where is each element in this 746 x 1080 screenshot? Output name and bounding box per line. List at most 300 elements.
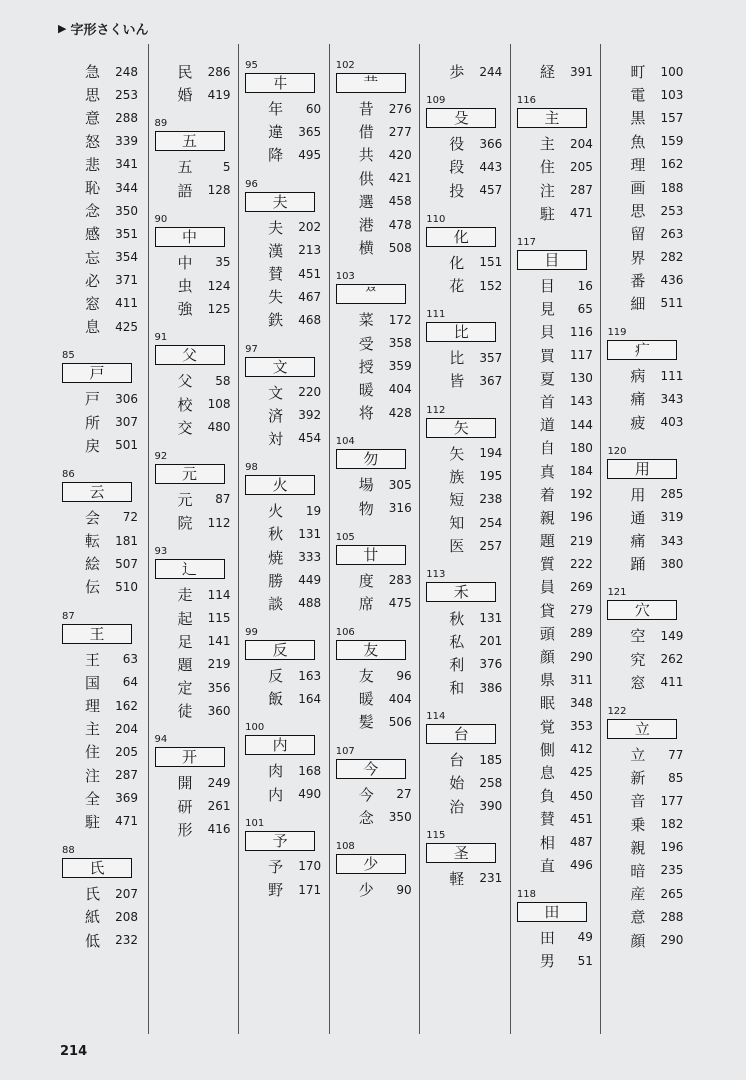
- kanji-entry: [153, 653, 239, 676]
- kanji-number: 248: [115, 64, 138, 79]
- kanji-entry: [605, 106, 692, 129]
- kanji-entry: [243, 285, 329, 308]
- kanji-character: 徒: [177, 702, 193, 721]
- kanji-entry: [60, 882, 148, 905]
- kanji-number: 306: [115, 391, 138, 406]
- kanji-character: 貝: [539, 323, 555, 342]
- kanji-number: 458: [388, 194, 412, 209]
- kanji-number: 263: [660, 226, 684, 241]
- kanji-number: 196: [660, 840, 684, 855]
- kanji-number: 386: [479, 680, 503, 695]
- kanji-number: 130: [569, 371, 593, 386]
- kanji-character: 夏: [539, 369, 555, 388]
- radical-box: 火: [245, 475, 315, 495]
- kanji-number: 172: [388, 312, 412, 327]
- kanji-character: 火: [268, 502, 284, 521]
- kanji-entry: [60, 83, 148, 106]
- group-number: 120: [607, 445, 627, 457]
- kanji-character: 住: [539, 158, 555, 177]
- radical-group: [243, 179, 329, 332]
- kanji-character: 究: [630, 650, 646, 669]
- kanji-character: 画: [630, 179, 646, 198]
- kanji-entry: [424, 676, 510, 699]
- kanji-number: 171: [298, 882, 322, 897]
- group-number: 88: [62, 845, 75, 857]
- kanji-number: 457: [479, 183, 503, 198]
- kanji-character: 賛: [268, 265, 284, 284]
- kanji-number: 412: [569, 742, 593, 757]
- kanji-character: 顔: [630, 931, 646, 950]
- radical-box: 龷: [336, 73, 406, 93]
- kanji-number: 168: [298, 763, 322, 778]
- radical-box: 予: [245, 831, 315, 851]
- kanji-character: 自: [539, 439, 555, 458]
- kanji-entry: [60, 648, 148, 671]
- kanji-number: 180: [569, 440, 593, 455]
- group-number: 105: [335, 531, 355, 543]
- kanji-number: 333: [298, 550, 322, 565]
- kanji-entry: [153, 583, 239, 606]
- kanji-number: 115: [207, 611, 231, 626]
- group-number: 117: [516, 236, 536, 248]
- kanji-entry: [515, 297, 601, 320]
- kanji-character: 伝: [84, 578, 100, 597]
- radical-box: ⻌: [155, 559, 225, 579]
- kanji-character: 真: [539, 462, 555, 481]
- radical-box: 穴: [607, 600, 677, 620]
- kanji-entry: [153, 83, 239, 106]
- kanji-entry: [243, 143, 329, 166]
- kanji-entry: [605, 766, 692, 789]
- kanji-entry: [424, 653, 510, 676]
- kanji-number: 170: [298, 859, 322, 874]
- kanji-entry: [334, 332, 420, 355]
- radical-group: [424, 214, 510, 297]
- kanji-number: 220: [298, 385, 322, 400]
- radical-box: 比: [426, 322, 496, 342]
- kanji-number: 471: [115, 814, 138, 829]
- kanji-entry: [334, 143, 420, 166]
- group-number: 116: [516, 95, 536, 107]
- radical-group: [605, 587, 692, 694]
- kanji-entry: [60, 905, 148, 928]
- kanji-character: 授: [358, 357, 374, 376]
- kanji-entry: [424, 488, 510, 511]
- kanji-character: 息: [84, 318, 100, 337]
- kanji-number: 128: [207, 183, 231, 198]
- radical-box: 疒: [607, 340, 677, 360]
- radical-group: [605, 706, 692, 952]
- kanji-character: 賛: [539, 810, 555, 829]
- kanji-number: 96: [396, 668, 412, 683]
- kanji-entry: [153, 795, 239, 818]
- index-header: [58, 19, 148, 38]
- kanji-entry: [60, 810, 148, 833]
- radical-group: [334, 627, 420, 734]
- kanji-entry: [334, 783, 420, 806]
- kanji-entry: [424, 511, 510, 534]
- kanji-number: 235: [660, 863, 684, 878]
- kanji-character: 私: [449, 632, 465, 651]
- kanji-number: 365: [298, 124, 322, 139]
- kanji-number: 350: [388, 810, 412, 825]
- kanji-number: 411: [115, 296, 138, 311]
- kanji-character: 見: [539, 300, 555, 319]
- kanji-character: 起: [177, 609, 193, 628]
- kanji-entry: [243, 783, 329, 806]
- radical-box: 禾: [426, 582, 496, 602]
- kanji-number: 257: [479, 538, 503, 553]
- index-column: [330, 44, 421, 1034]
- kanji-number: 307: [115, 415, 138, 430]
- group-number: 89: [154, 118, 168, 130]
- kanji-number: 425: [569, 765, 593, 780]
- index-title: 字形さくいん: [70, 23, 149, 38]
- kanji-character: 王: [84, 650, 100, 669]
- radical-group: [424, 830, 510, 890]
- kanji-number: 353: [569, 719, 593, 734]
- kanji-entry: [243, 239, 329, 262]
- kanji-entry: [424, 442, 510, 465]
- kanji-entry: [605, 928, 692, 951]
- kanji-number: 510: [115, 579, 138, 594]
- kanji-character: 秋: [449, 609, 465, 628]
- kanji-character: 新: [630, 769, 646, 788]
- group-number: 113: [426, 569, 446, 581]
- radical-group: [243, 627, 329, 710]
- kanji-entry: [424, 132, 510, 155]
- kanji-entry: [515, 761, 601, 784]
- radical-box: ᄶ: [336, 284, 406, 304]
- kanji-number: 287: [569, 183, 593, 198]
- kanji-number: 344: [115, 180, 138, 195]
- page-number: 214: [60, 1044, 88, 1059]
- kanji-number: 269: [569, 579, 593, 594]
- kanji-character: 済: [268, 406, 284, 425]
- kanji-number: 19: [305, 503, 322, 518]
- kanji-number: 162: [660, 157, 684, 172]
- kanji-entry: [60, 106, 148, 129]
- kanji-number: 64: [122, 675, 138, 690]
- kanji-character: 比: [449, 349, 465, 368]
- kanji-entry: [334, 97, 420, 120]
- kanji-entry: [515, 715, 601, 738]
- kanji-character: 経: [539, 63, 555, 82]
- kanji-character: 足: [177, 632, 193, 651]
- kanji-entry: [334, 401, 420, 424]
- kanji-number: 151: [479, 255, 503, 270]
- kanji-entry: [424, 771, 510, 794]
- kanji-number: 185: [479, 752, 503, 767]
- kanji-number: 65: [577, 301, 593, 316]
- kanji-number: 376: [479, 657, 503, 672]
- kanji-character: 男: [539, 952, 555, 971]
- kanji-number: 277: [388, 124, 412, 139]
- kanji-entry: [60, 130, 148, 153]
- kanji-entry: [515, 738, 601, 761]
- kanji-character: 着: [539, 485, 555, 504]
- kanji-character: 軽: [449, 869, 465, 888]
- kanji-entry: [334, 120, 420, 143]
- kanji-character: 肉: [268, 762, 284, 781]
- kanji-character: 恥: [84, 179, 100, 198]
- kanji-character: 主: [84, 720, 100, 739]
- kanji-number: 359: [388, 359, 412, 374]
- kanji-entry: [334, 664, 420, 687]
- kanji-number: 265: [660, 886, 684, 901]
- kanji-character: 理: [630, 155, 646, 174]
- kanji-number: 114: [207, 587, 231, 602]
- kanji-number: 182: [660, 817, 684, 832]
- kanji-number: 238: [479, 492, 503, 507]
- kanji-entry: [243, 404, 329, 427]
- kanji-number: 276: [388, 101, 412, 116]
- kanji-entry: [243, 855, 329, 878]
- kanji-entry: [605, 130, 692, 153]
- kanji-character: 首: [539, 392, 555, 411]
- kanji-entry: [243, 664, 329, 687]
- kanji-character: 五: [177, 158, 193, 177]
- kanji-character: 台: [449, 751, 465, 770]
- kanji-number: 213: [298, 243, 322, 258]
- kanji-number: 475: [388, 596, 412, 611]
- kanji-character: 研: [177, 797, 193, 816]
- kanji-number: 279: [569, 603, 593, 618]
- kanji-entry: [334, 569, 420, 592]
- kanji-character: 将: [358, 404, 374, 423]
- kanji-character: 道: [539, 416, 555, 435]
- kanji-character: 必: [84, 271, 100, 290]
- index-column: [239, 44, 330, 1034]
- kanji-entry: [334, 355, 420, 378]
- kanji-character: 内: [268, 785, 284, 804]
- kanji-character: 借: [358, 123, 374, 142]
- kanji-number: 471: [569, 206, 593, 221]
- kanji-entry: [515, 691, 601, 714]
- kanji-entry: [153, 630, 239, 653]
- kanji-entry: [605, 859, 692, 882]
- radical-box: 今: [336, 759, 406, 779]
- kanji-character: 疲: [630, 413, 646, 432]
- kanji-entry: [334, 710, 420, 733]
- kanji-number: 506: [388, 714, 412, 729]
- kanji-number: 85: [668, 770, 684, 785]
- group-number: 91: [154, 332, 168, 344]
- kanji-entry: [60, 552, 148, 575]
- kanji-number: 288: [660, 909, 684, 924]
- kanji-number: 467: [298, 289, 322, 304]
- kanji-character: 息: [539, 763, 555, 782]
- kanji-character: 矢: [449, 444, 465, 463]
- kanji-character: 共: [358, 146, 374, 165]
- kanji-entry: [515, 367, 601, 390]
- kanji-entry: [424, 465, 510, 488]
- kanji-number: 488: [298, 596, 322, 611]
- radical-box: 田: [517, 902, 587, 922]
- radical-box: 勿: [336, 449, 406, 469]
- radical-group: [153, 214, 239, 321]
- radical-group: [424, 309, 510, 392]
- kanji-number: 125: [207, 301, 231, 316]
- radical-box: 反: [245, 640, 315, 660]
- kanji-number: 222: [569, 556, 593, 571]
- kanji-number: 108: [207, 397, 231, 412]
- kanji-entry: [515, 807, 601, 830]
- kanji-number: 152: [479, 278, 503, 293]
- kanji-character: 乗: [630, 815, 646, 834]
- group-number: 121: [607, 587, 627, 599]
- radical-group: [605, 446, 692, 576]
- radical-group: [243, 818, 329, 901]
- kanji-number: 63: [122, 652, 138, 667]
- kanji-entry: [60, 575, 148, 598]
- kanji-character: 通: [630, 508, 646, 527]
- kanji-character: 和: [449, 679, 465, 698]
- kanji-character: 供: [358, 169, 374, 188]
- kanji-entry: [424, 795, 510, 818]
- kanji-character: 買: [539, 346, 555, 365]
- radical-box: 五: [155, 131, 225, 151]
- radical-group: [153, 118, 239, 201]
- kanji-character: 思: [630, 202, 646, 221]
- kanji-number: 58: [215, 373, 231, 388]
- kanji-entry: [60, 694, 148, 717]
- radical-group: [334, 60, 420, 259]
- kanji-entry: [243, 499, 329, 522]
- kanji-number: 343: [660, 391, 684, 406]
- kanji-entry: [515, 854, 601, 877]
- kanji-character: 注: [84, 766, 100, 785]
- kanji-number: 90: [396, 882, 412, 897]
- kanji-character: 目: [539, 277, 555, 296]
- kanji-character: 国: [84, 673, 100, 692]
- kanji-number: 421: [388, 171, 412, 186]
- kanji-character: 立: [630, 746, 646, 765]
- kanji-number: 184: [569, 464, 593, 479]
- kanji-character: 夫: [268, 218, 284, 237]
- radical-group: [60, 469, 148, 599]
- kanji-character: 知: [449, 514, 465, 533]
- kanji-entry: [605, 905, 692, 928]
- kanji-entry: [424, 155, 510, 178]
- radical-group: [153, 60, 239, 106]
- kanji-number: 181: [115, 533, 138, 548]
- kanji-entry: [243, 522, 329, 545]
- kanji-character: 貸: [539, 601, 555, 620]
- kanji-number: 16: [577, 278, 593, 293]
- kanji-character: 電: [630, 86, 646, 105]
- radical-box: 元: [155, 464, 225, 484]
- kanji-character: 治: [449, 797, 465, 816]
- radical-group: [243, 344, 329, 451]
- kanji-entry: [605, 483, 692, 506]
- kanji-number: 249: [207, 775, 231, 790]
- radical-box: 主: [517, 108, 587, 128]
- kanji-number: 219: [207, 657, 231, 672]
- radical-group: [515, 95, 601, 225]
- kanji-character: 文: [268, 383, 284, 402]
- kanji-character: 交: [177, 418, 193, 437]
- kanji-character: 相: [539, 833, 555, 852]
- kanji-entry: [515, 436, 601, 459]
- kanji-entry: [424, 606, 510, 629]
- group-number: 122: [607, 705, 627, 717]
- kanji-character: 焼: [268, 548, 284, 567]
- kanji-character: 戻: [84, 436, 100, 455]
- kanji-entry: [605, 83, 692, 106]
- kanji-entry: [424, 748, 510, 771]
- kanji-number: 443: [479, 159, 503, 174]
- kanji-character: 用: [630, 485, 646, 504]
- kanji-number: 451: [298, 266, 322, 281]
- kanji-entry: [153, 155, 239, 178]
- group-number: 94: [154, 734, 168, 746]
- group-number: 86: [62, 468, 75, 480]
- kanji-number: 371: [115, 273, 138, 288]
- kanji-character: 走: [177, 586, 193, 605]
- radical-box: 戸: [62, 363, 132, 383]
- radical-group: [153, 451, 239, 534]
- kanji-character: 秋: [268, 525, 284, 544]
- kanji-number: 204: [115, 721, 138, 736]
- kanji-character: 頭: [539, 624, 555, 643]
- kanji-character: 戸: [84, 390, 100, 409]
- kanji-character: 側: [539, 740, 555, 759]
- kanji-number: 219: [569, 533, 593, 548]
- kanji-entry: [515, 830, 601, 853]
- kanji-entry: [605, 199, 692, 222]
- kanji-entry: [60, 246, 148, 269]
- kanji-character: 暖: [358, 690, 374, 709]
- kanji-entry: [60, 60, 148, 83]
- group-number: 118: [516, 888, 536, 900]
- group-number: 101: [245, 817, 265, 829]
- kanji-entry: [243, 216, 329, 239]
- kanji-entry: [605, 506, 692, 529]
- kanji-character: 段: [449, 158, 465, 177]
- kanji-character: 意: [630, 908, 646, 927]
- kanji-character: 細: [630, 294, 646, 313]
- kanji-character: 窓: [84, 294, 100, 313]
- kanji-number: 103: [660, 87, 684, 102]
- kanji-entry: [153, 251, 239, 274]
- kanji-character: 暖: [358, 380, 374, 399]
- kanji-entry: [60, 153, 148, 176]
- kanji-number: 262: [660, 652, 684, 667]
- kanji-number: 289: [569, 626, 593, 641]
- radical-group: [515, 237, 601, 877]
- kanji-entry: [334, 878, 420, 901]
- radical-group: [60, 845, 148, 952]
- kanji-number: 339: [115, 134, 138, 149]
- kanji-entry: [243, 878, 329, 901]
- index-column: [601, 44, 692, 1034]
- kanji-character: 踊: [630, 555, 646, 574]
- kanji-entry: [515, 483, 601, 506]
- kanji-number: 350: [115, 203, 138, 218]
- kanji-number: 366: [479, 136, 503, 151]
- radical-group: [60, 611, 148, 834]
- group-number: 112: [426, 404, 446, 416]
- kanji-number: 258: [479, 775, 503, 790]
- kanji-number: 490: [298, 787, 322, 802]
- radical-box: 目: [517, 250, 587, 270]
- kanji-number: 343: [660, 533, 684, 548]
- kanji-character: 対: [268, 429, 284, 448]
- kanji-number: 231: [479, 871, 503, 886]
- kanji-number: 354: [115, 250, 138, 265]
- kanji-number: 487: [569, 835, 593, 850]
